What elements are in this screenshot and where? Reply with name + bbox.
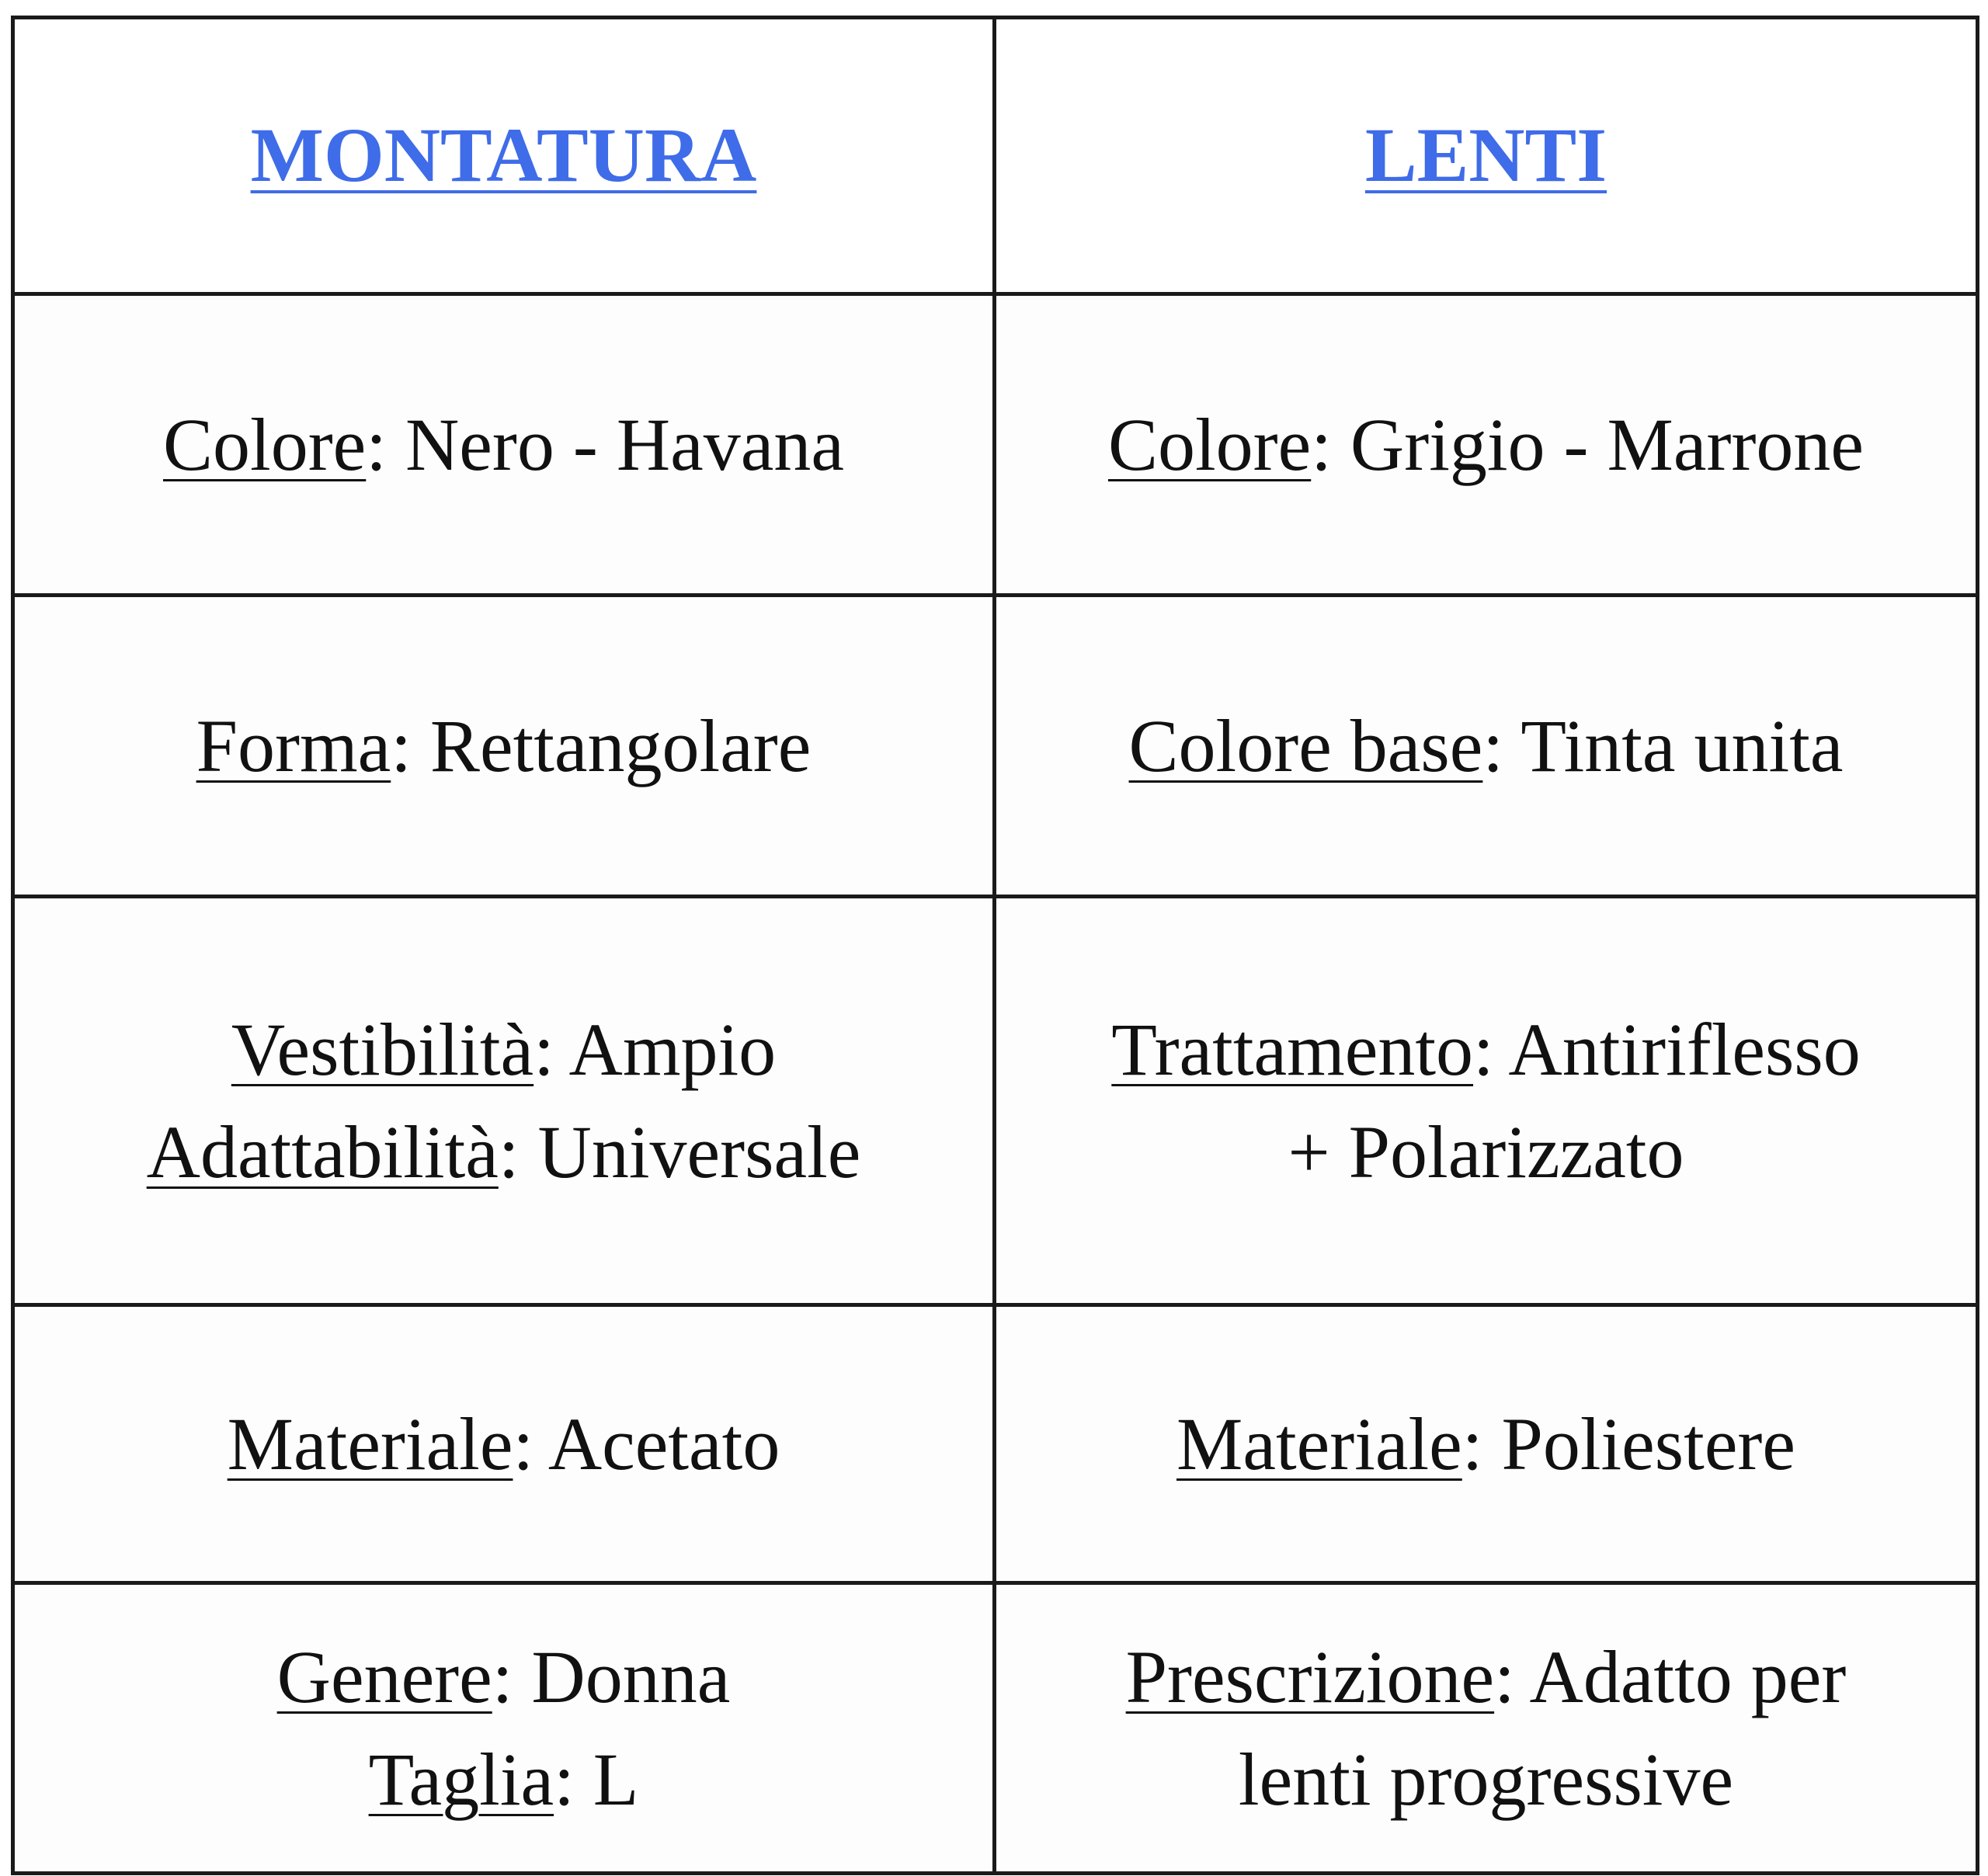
- frame-cell: [13, 294, 995, 596]
- table-row: [13, 1305, 1978, 1583]
- spec-value: : Antiriflesso: [1473, 1007, 1861, 1091]
- spec-line: [33, 1728, 974, 1831]
- spec-line: [33, 999, 974, 1101]
- table-row: [13, 897, 1978, 1305]
- spec-line: [1015, 695, 1957, 797]
- lens-cell: [995, 897, 1978, 1305]
- spec-label: Adattabilità: [146, 1110, 499, 1193]
- spec-value: : Grigio - Marrone: [1311, 402, 1865, 486]
- product-spec-table: [11, 16, 1979, 1875]
- spec-label: Trattamento: [1111, 1007, 1474, 1091]
- spec-value: : Universale: [498, 1110, 861, 1193]
- spec-value: lenti progressive: [1238, 1737, 1734, 1821]
- lens-cell: [995, 1583, 1978, 1874]
- table-row: [13, 294, 1978, 596]
- header-montatura: MONTATURA: [250, 112, 757, 198]
- spec-label: Colore: [163, 402, 367, 486]
- spec-value: + Polarizzato: [1288, 1110, 1684, 1193]
- spec-value: : Poliestere: [1461, 1402, 1795, 1485]
- table-row: [13, 1583, 1978, 1874]
- spec-label: Forma: [196, 704, 391, 787]
- spec-line: [1015, 999, 1957, 1101]
- spec-value: : Ampio: [533, 1007, 777, 1091]
- spec-label: Materiale: [227, 1402, 513, 1485]
- header-cell-frame: [13, 18, 995, 294]
- table-header-row: [13, 18, 1978, 294]
- spec-line: [33, 695, 974, 797]
- spec-line: [33, 394, 974, 496]
- frame-cell: [13, 1305, 995, 1583]
- table-row: [13, 596, 1978, 897]
- frame-cell: [13, 596, 995, 897]
- spec-label: Vestibilità: [231, 1007, 534, 1091]
- spec-line: [1015, 1728, 1957, 1831]
- spec-label: Taglia: [368, 1737, 554, 1821]
- spec-label: Colore: [1107, 402, 1312, 486]
- spec-value: : L: [554, 1737, 639, 1821]
- spec-label: Prescrizione: [1125, 1635, 1495, 1718]
- spec-line: [33, 1101, 974, 1204]
- lens-cell: [995, 596, 1978, 897]
- spec-line: [33, 1626, 974, 1728]
- lens-cell: [995, 1305, 1978, 1583]
- header-cell-lenses: [995, 18, 1978, 294]
- spec-label: Genere: [276, 1635, 492, 1718]
- spec-value: : Rettangolare: [391, 704, 812, 787]
- spec-line: [1015, 394, 1957, 496]
- spec-line: [33, 1393, 974, 1496]
- spec-line: [1015, 1626, 1957, 1728]
- header-lenti: LENTI: [1364, 112, 1607, 198]
- spec-value: : Adatto per: [1494, 1635, 1847, 1718]
- spec-line: [1015, 1393, 1957, 1496]
- spec-line: [1015, 1101, 1957, 1204]
- lens-cell: [995, 294, 1978, 596]
- spec-value: : Acetato: [513, 1402, 780, 1485]
- spec-value: : Nero - Havana: [366, 402, 844, 486]
- spec-value: : Donna: [492, 1635, 731, 1718]
- frame-cell: [13, 897, 995, 1305]
- spec-label: Colore base: [1128, 704, 1483, 787]
- spec-value: : Tinta unita: [1482, 704, 1844, 787]
- spec-label: Materiale: [1176, 1402, 1462, 1485]
- frame-cell: [13, 1583, 995, 1874]
